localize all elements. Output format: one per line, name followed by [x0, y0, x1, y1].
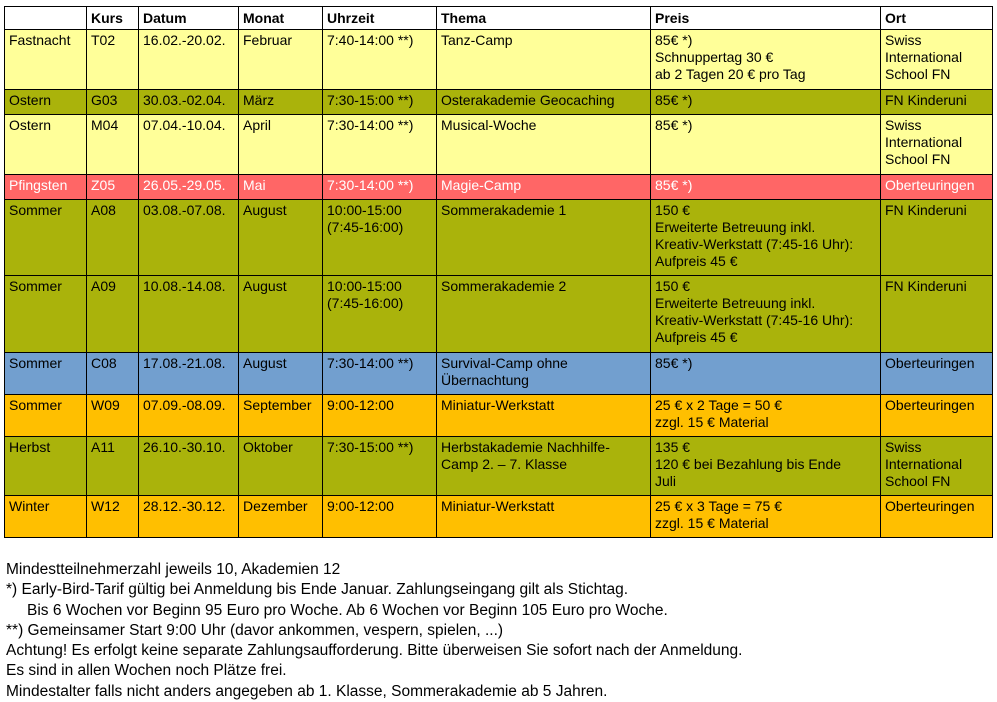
cell-preis-line: 150 €: [655, 278, 691, 294]
cell-monat: [239, 276, 323, 353]
cell-ort-line: Swiss: [885, 439, 922, 455]
cell-kurs: [87, 395, 139, 437]
cell-ort-line: Swiss: [885, 32, 922, 48]
table-row: [5, 353, 993, 395]
header-uhrzeit: Uhrzeit: [323, 7, 437, 30]
cell-preis-line: Erweiterte Betreuung inkl.: [655, 219, 816, 235]
cell-datum: [139, 115, 239, 175]
cell-datum-text: 10.08.-14.08.: [143, 278, 226, 294]
cell-thema-text: Osterakademie Geocaching: [441, 92, 615, 108]
cell-ort-line: School FN: [885, 473, 951, 489]
cell-datum: [139, 276, 239, 353]
cell-datum-text: 30.03.-02.04.: [143, 92, 226, 108]
cell-uhrzeit: [323, 276, 437, 353]
cell-thema: [437, 200, 651, 276]
cell-thema: [437, 353, 651, 395]
cell-uhrzeit-line: 7:30-14:00 **): [327, 355, 414, 371]
cell-monat: [239, 115, 323, 175]
cell-uhrzeit: [323, 200, 437, 276]
cell-preis-line: Schnuppertag 30 €: [655, 49, 774, 65]
cell-kurs-text: C08: [91, 355, 117, 371]
cell-kurs: [87, 437, 139, 496]
note-min-age: Mindestalter falls nicht anders angegeben ab 1. Klasse, Sommerakademie ab 5 Jahren.: [6, 682, 608, 700]
note-early-bird: *) Early-Bird-Tarif gültig bei Anmeldung bis Ende Januar. Zahlungseingang gilt als Stichtag.: [6, 581, 629, 599]
cell-kurs: [87, 496, 139, 538]
table-row: [5, 496, 993, 538]
header-kurs: Kurs: [87, 7, 139, 30]
cell-monat: [239, 90, 323, 115]
cell-uhrzeit-line: 9:00-12:00: [327, 498, 394, 514]
cell-ort: [881, 200, 993, 276]
cell-uhrzeit-line: 9:00-12:00: [327, 397, 394, 413]
cell-kurs: [87, 90, 139, 115]
cell-season-text: Winter: [9, 498, 50, 514]
cell-uhrzeit: [323, 30, 437, 90]
cell-datum: [139, 496, 239, 538]
cell-monat: [239, 437, 323, 496]
cell-uhrzeit-line: 7:30-14:00 **): [327, 117, 414, 133]
table-row: [5, 115, 993, 175]
cell-season-text: Ostern: [9, 92, 52, 108]
cell-uhrzeit-line: (7:45-16:00): [327, 219, 404, 235]
cell-ort-line: International: [885, 456, 963, 472]
cell-monat: [239, 496, 323, 538]
cell-preis-line: 85€ *): [655, 177, 693, 193]
cell-ort-line: FN Kinderuni: [885, 202, 967, 218]
cell-uhrzeit: [323, 496, 437, 538]
cell-uhrzeit-line: (7:45-16:00): [327, 295, 404, 311]
table-row: [5, 437, 993, 496]
cell-preis-line: Kreativ-Werkstatt (7:45-16 Uhr):: [655, 236, 854, 252]
cell-ort-line: International: [885, 49, 963, 65]
cell-kurs-text: T02: [91, 32, 116, 48]
cell-kurs-text: A09: [91, 278, 116, 294]
cell-datum-text: 07.04.-10.04.: [143, 117, 226, 133]
cell-ort: [881, 276, 993, 353]
cell-preis-line: 135 €: [655, 439, 691, 455]
cell-monat-text: August: [243, 202, 287, 218]
course-schedule-table: [4, 6, 993, 538]
cell-monat: [239, 200, 323, 276]
cell-season: [5, 115, 87, 175]
cell-thema-text: Magie-Camp: [441, 177, 522, 193]
cell-kurs-text: Z05: [91, 177, 116, 193]
cell-thema: [437, 496, 651, 538]
cell-preis-line: 85€ *): [655, 32, 693, 48]
cell-ort-line: Oberteuringen: [885, 355, 975, 371]
cell-preis: [651, 200, 881, 276]
table-row: [5, 395, 993, 437]
cell-preis: [651, 115, 881, 175]
cell-preis-line: Aufpreis 45 €: [655, 253, 738, 269]
cell-season-text: Sommer: [9, 202, 62, 218]
cell-preis: [651, 90, 881, 115]
cell-monat-text: September: [243, 397, 312, 413]
cell-monat-text: August: [243, 355, 287, 371]
cell-datum-text: 17.08.-21.08.: [143, 355, 226, 371]
header-ort: Ort: [881, 7, 993, 30]
cell-kurs-text: W12: [91, 498, 120, 514]
cell-preis-line: zzgl. 15 € Material: [655, 414, 769, 430]
cell-season-text: Sommer: [9, 397, 62, 413]
cell-datum: [139, 353, 239, 395]
cell-thema: [437, 115, 651, 175]
cell-datum: [139, 30, 239, 90]
cell-season: [5, 496, 87, 538]
cell-ort: [881, 30, 993, 90]
cell-ort-line: Oberteuringen: [885, 498, 975, 514]
note-common-start: **) Gemeinsamer Start 9:00 Uhr (davor ankommen, vespern, spielen, ...): [6, 621, 504, 639]
cell-ort: [881, 395, 993, 437]
cell-preis-line: 85€ *): [655, 117, 693, 133]
cell-preis-line: Aufpreis 45 €: [655, 329, 738, 345]
footnotes: [6, 560, 742, 702]
cell-thema-text: Musical-Woche: [441, 117, 537, 133]
cell-uhrzeit-line: 7:40-14:00 **): [327, 32, 414, 48]
cell-preis-line: 25 € x 3 Tage = 75 €: [655, 498, 783, 514]
cell-ort-line: Oberteuringen: [885, 177, 975, 193]
table-row: [5, 200, 993, 276]
cell-datum-text: 03.08.-07.08.: [143, 202, 226, 218]
cell-uhrzeit-line: 7:30-15:00 **): [327, 92, 414, 108]
cell-kurs-text: A11: [91, 439, 115, 455]
header-monat: Monat: [239, 7, 323, 30]
cell-preis-line: zzgl. 15 € Material: [655, 515, 769, 531]
cell-kurs: [87, 115, 139, 175]
table-row: [5, 90, 993, 115]
cell-preis-line: ab 2 Tagen 20 € pro Tag: [655, 66, 806, 82]
cell-thema: [437, 30, 651, 90]
cell-season-text: Herbst: [9, 439, 51, 455]
cell-season: [5, 276, 87, 353]
cell-thema-text: Sommerakademie 1: [441, 202, 567, 218]
cell-uhrzeit-line: 10:00-15:00: [327, 202, 402, 218]
cell-preis-line: Juli: [655, 473, 677, 489]
cell-ort: [881, 115, 993, 175]
cell-ort: [881, 175, 993, 200]
cell-datum: [139, 90, 239, 115]
cell-kurs: [87, 276, 139, 353]
cell-uhrzeit: [323, 115, 437, 175]
note-pricing: Bis 6 Wochen vor Beginn 95 Euro pro Woche. Ab 6 Wochen vor Beginn 105 Euro pro Woche.: [27, 601, 668, 619]
cell-datum-text: 26.10.-30.10.: [143, 439, 226, 455]
cell-preis-line: Erweiterte Betreuung inkl.: [655, 295, 816, 311]
cell-uhrzeit-line: 7:30-15:00 **): [327, 439, 414, 455]
cell-thema-text: Tanz-Camp: [441, 32, 513, 48]
cell-datum: [139, 395, 239, 437]
cell-monat: [239, 395, 323, 437]
cell-thema: [437, 395, 651, 437]
cell-thema: [437, 175, 651, 200]
header-preis: Preis: [651, 7, 881, 30]
cell-ort-line: School FN: [885, 66, 951, 82]
cell-thema-text: Miniatur-Werkstatt: [441, 498, 555, 514]
cell-preis: [651, 276, 881, 353]
cell-season: [5, 395, 87, 437]
header-thema: Thema: [437, 7, 651, 30]
cell-ort-line: International: [885, 134, 963, 150]
cell-uhrzeit-line: 7:30-14:00 **): [327, 177, 414, 193]
table-row: [5, 175, 993, 200]
header-datum: Datum: [139, 7, 239, 30]
cell-thema-text: Herbstakademie Nachhilfe-Camp 2. – 7. Klasse: [441, 439, 610, 472]
cell-monat: [239, 30, 323, 90]
cell-season: [5, 90, 87, 115]
cell-ort-line: Swiss: [885, 117, 922, 133]
table-row: [5, 30, 993, 90]
cell-datum-text: 07.09.-08.09.: [143, 397, 226, 413]
cell-ort-line: Oberteuringen: [885, 397, 975, 413]
cell-season-text: Sommer: [9, 355, 62, 371]
cell-preis: [651, 30, 881, 90]
note-payment: Achtung! Es erfolgt keine separate Zahlungsaufforderung. Bitte überweisen Sie sofort nach der Anmeldung.: [6, 642, 743, 660]
cell-thema-text: Sommerakademie 2: [441, 278, 567, 294]
cell-monat-text: Februar: [243, 32, 293, 48]
cell-datum: [139, 437, 239, 496]
cell-season: [5, 353, 87, 395]
cell-season: [5, 30, 87, 90]
cell-kurs: [87, 200, 139, 276]
cell-preis-line: 150 €: [655, 202, 691, 218]
note-min-participants: Mindestteilnehmerzahl jeweils 10, Akademien 12: [6, 561, 341, 578]
cell-preis-line: 25 € x 2 Tage = 50 €: [655, 397, 783, 413]
cell-ort: [881, 353, 993, 395]
cell-preis-line: Kreativ-Werkstatt (7:45-16 Uhr):: [655, 312, 854, 328]
cell-thema-text: Survival-Camp ohne Übernachtung: [441, 355, 568, 388]
cell-ort: [881, 90, 993, 115]
header-season: [5, 7, 87, 30]
cell-preis: [651, 353, 881, 395]
table-header-row: [5, 7, 993, 30]
cell-season-text: Fastnacht: [9, 32, 71, 48]
cell-monat-text: Oktober: [243, 439, 293, 455]
cell-monat-text: März: [243, 92, 275, 108]
cell-monat-text: Mai: [243, 177, 266, 193]
cell-ort: [881, 437, 993, 496]
cell-kurs-text: W09: [91, 397, 120, 413]
cell-season-text: Pfingsten: [9, 177, 68, 193]
cell-preis: [651, 496, 881, 538]
cell-season: [5, 175, 87, 200]
cell-preis-line: 85€ *): [655, 355, 693, 371]
cell-thema: [437, 276, 651, 353]
cell-kurs-text: M04: [91, 117, 119, 133]
table-row: [5, 276, 993, 353]
cell-thema: [437, 437, 651, 496]
cell-datum: [139, 175, 239, 200]
cell-monat-text: Dezember: [243, 498, 308, 514]
cell-thema-text: Miniatur-Werkstatt: [441, 397, 555, 413]
cell-datum: [139, 200, 239, 276]
cell-season: [5, 437, 87, 496]
cell-uhrzeit: [323, 175, 437, 200]
cell-monat-text: August: [243, 278, 287, 294]
cell-preis-line: 120 € bei Bezahlung bis Ende: [655, 456, 842, 472]
cell-preis: [651, 437, 881, 496]
cell-ort-line: School FN: [885, 151, 951, 167]
cell-kurs: [87, 353, 139, 395]
cell-uhrzeit: [323, 353, 437, 395]
cell-monat: [239, 175, 323, 200]
cell-preis-line: 85€ *): [655, 92, 693, 108]
cell-kurs: [87, 175, 139, 200]
cell-preis: [651, 395, 881, 437]
cell-uhrzeit: [323, 395, 437, 437]
cell-uhrzeit-line: 10:00-15:00: [327, 278, 402, 294]
cell-monat: [239, 353, 323, 395]
cell-datum-text: 26.05.-29.05.: [143, 177, 226, 193]
cell-monat-text: April: [243, 117, 272, 133]
cell-kurs: [87, 30, 139, 90]
cell-season: [5, 200, 87, 276]
cell-season-text: Ostern: [9, 117, 52, 133]
cell-ort-line: FN Kinderuni: [885, 92, 967, 108]
cell-datum-text: 16.02.-20.02.: [143, 32, 226, 48]
cell-preis: [651, 175, 881, 200]
cell-kurs-text: A08: [91, 202, 116, 218]
cell-kurs-text: G03: [91, 92, 118, 108]
note-availability: Es sind in allen Wochen noch Plätze frei.: [6, 662, 287, 680]
cell-ort: [881, 496, 993, 538]
cell-season-text: Sommer: [9, 278, 62, 294]
cell-uhrzeit: [323, 437, 437, 496]
cell-ort-line: FN Kinderuni: [885, 278, 967, 294]
cell-datum-text: 28.12.-30.12.: [143, 498, 226, 514]
cell-thema: [437, 90, 651, 115]
cell-uhrzeit: [323, 90, 437, 115]
